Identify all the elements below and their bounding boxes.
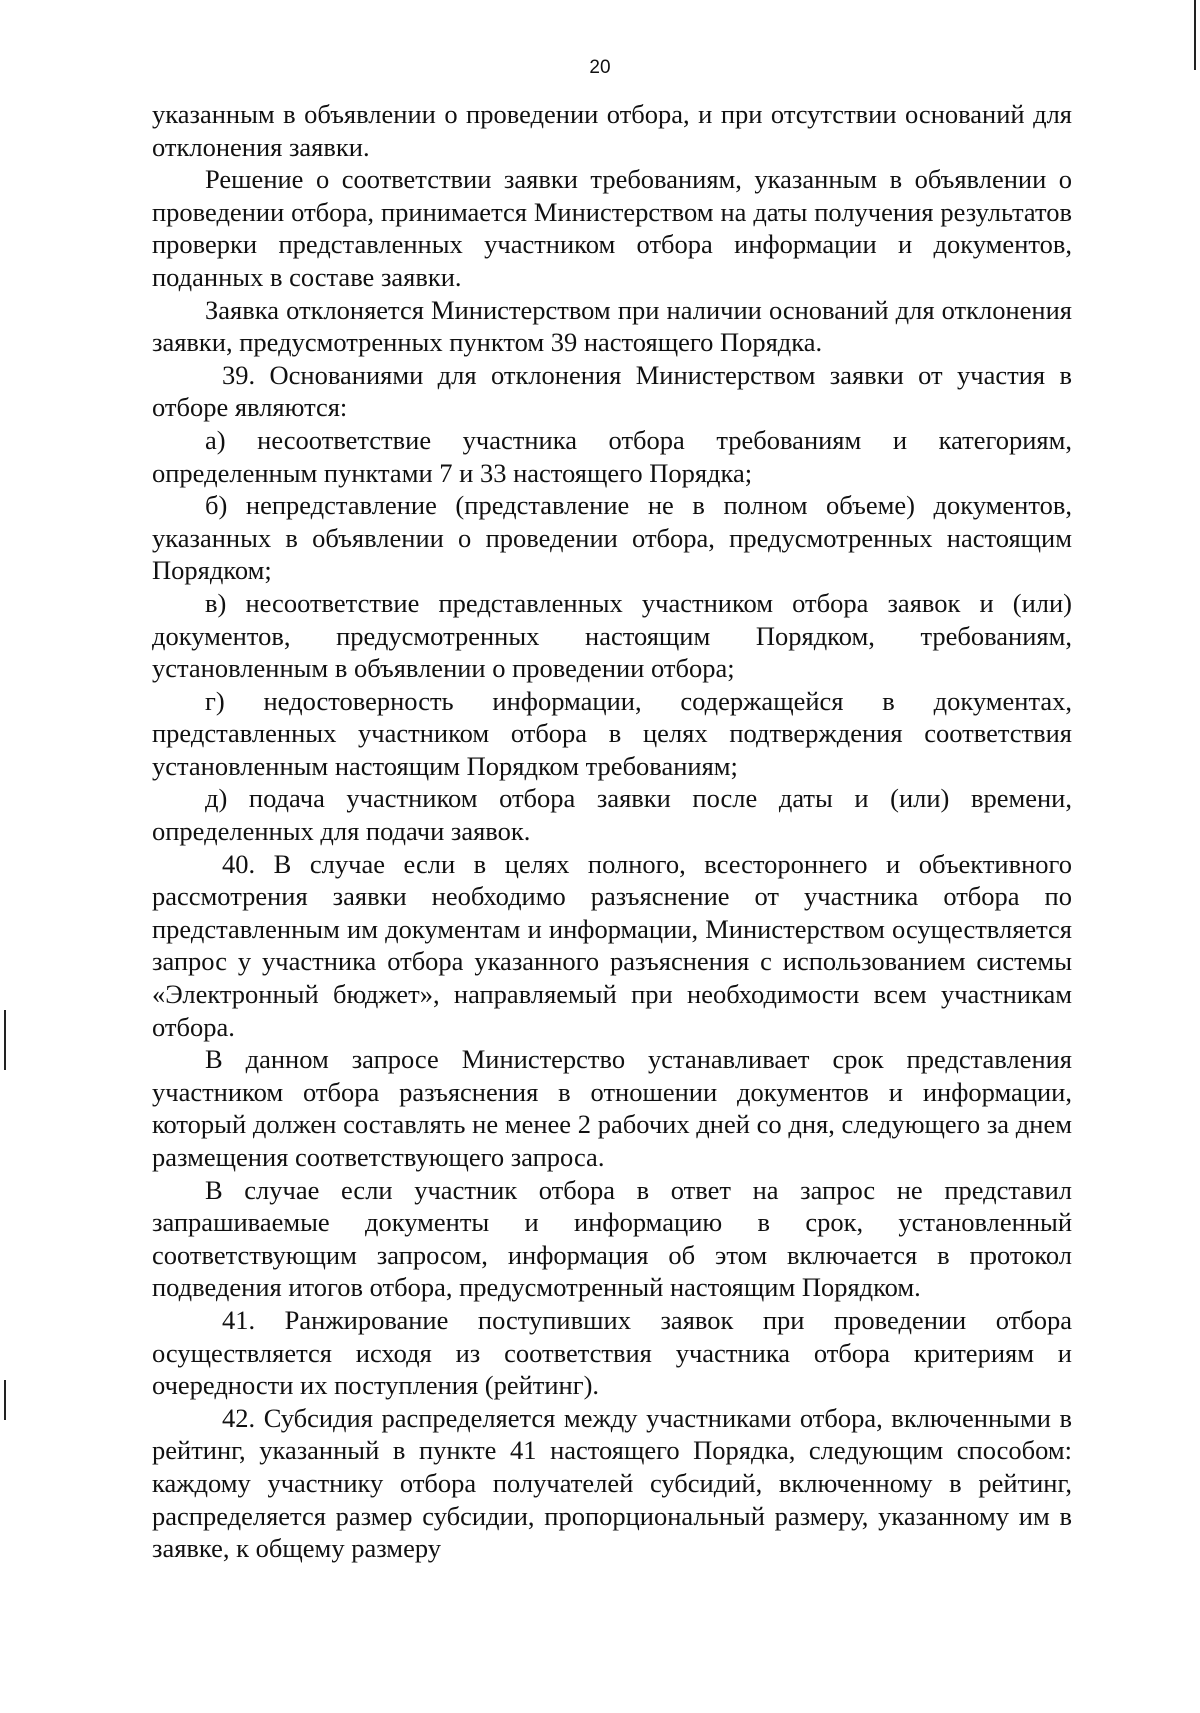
clause-41: 41. Ранжирование поступивших заявок при проведении отбора осуществляется исходя из соответствия участника отбора критериям и очередности их поступления (рейтинг). <box>152 1304 1072 1401</box>
clause-39-d: д) подача участником отбора заявки после даты и (или) времени, определенных для подачи заявок. <box>152 783 1072 847</box>
paragraph-continuation: указанным в объявлении о проведении отбора, и при отсутствии оснований для отклонения заявки. <box>152 99 1072 162</box>
clause-42: 42. Субсидия распределяется между участниками отбора, включенными в рейтинг, указанный в пункте 41 настоящего Порядка, следующим способом: каждому участнику отбора получателей субсидий, включенному в рейтинг, распределяется размер субсидии, пропорциональный размеру, указанному им в заявке, к общему размеру <box>152 1402 1072 1564</box>
clause-40: 40. В случае если в целях полного, всестороннего и объективного рассмотрения заявки необходимо разъяснение от участника отбора по представленным им документам и информации, Министерством осуществляется запрос у участника отбора указанного разъяснения с использованием системы «Электронный бюджет», направляемый при необходимости всем участникам отбора. <box>152 848 1072 1042</box>
clause-39-a: а) несоответствие участника отбора требованиям и категориям, определенным пунктами 7 и 33 настоящего Порядка; <box>152 424 1072 488</box>
paragraph-no-response: В случае если участник отбора в ответ на запрос не представил запрашиваемые документы и информацию в срок, установленный соответствующим запросом, информация об этом включается в протокол подведения итогов отбора, предусмотренный настоящим Порядком. <box>152 1174 1072 1303</box>
scan-edge-mark <box>4 1010 6 1070</box>
paragraph-request-term: В данном запросе Министерство устанавливает срок представления участником отбора разъяснения в отношении документов и информации, который должен составлять не менее 2 рабочих дней со дня, следующего за днем размещения соответствующего запроса. <box>152 1044 1072 1172</box>
paragraph-rejection: Заявка отклоняется Министерством при наличии оснований для отклонения заявки, предусмотренных пунктом 39 настоящего Порядка. <box>152 294 1072 358</box>
scan-edge-mark <box>1194 0 1196 70</box>
page-number: 20 <box>589 57 611 78</box>
document-body <box>152 98 1072 1565</box>
clause-39-g: г) недостоверность информации, содержащейся в документах, представленных участником отбора в целях подтверждения соответствия установленным настоящим Порядком требованиям; <box>152 685 1072 781</box>
scan-edge-mark <box>4 1380 6 1420</box>
clause-39-v: в) несоответствие представленных участником отбора заявок и (или) документов, предусмотренных настоящим Порядком, требованиям, установленным в объявлении о проведении отбора; <box>152 587 1072 684</box>
clause-39-b: б) непредставление (представление не в полном объеме) документов, указанных в объявлении о проведении отбора, предусмотренных настоящим Порядком; <box>152 490 1072 586</box>
clause-39: 39. Основаниями для отклонения Министерством заявки от участия в отборе являются: <box>152 359 1072 423</box>
paragraph-decision: Решение о соответствии заявки требованиям, указанным в объявлении о проведении отбора, принимается Министерством на даты получения результатов проверки представленных участником отбора информации и документов, поданных в составе заявки. <box>152 164 1072 292</box>
